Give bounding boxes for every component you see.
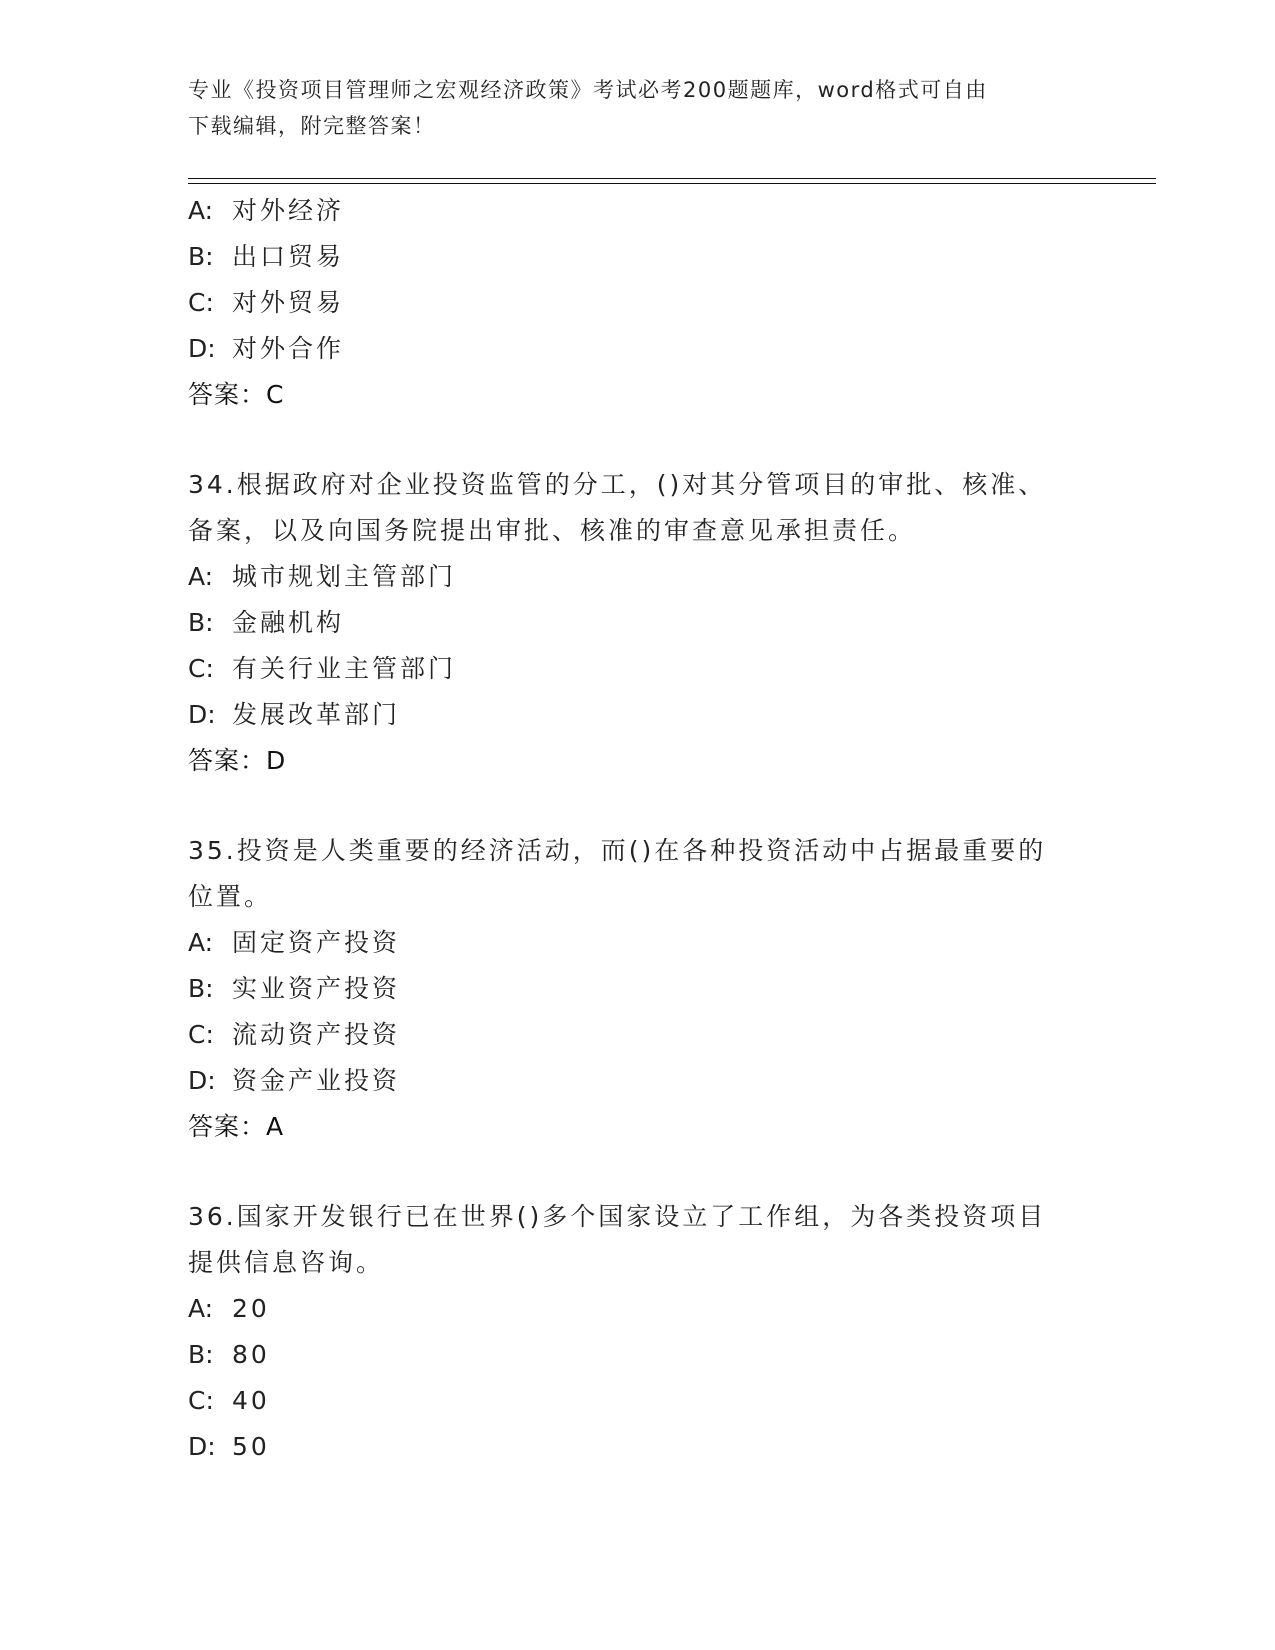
option-d <box>188 1058 1088 1104</box>
option-letter: C: <box>188 1386 214 1415</box>
option-b <box>188 1332 1088 1378</box>
option-letter: D: <box>188 334 216 363</box>
option-text: 流动资产投资 <box>232 1020 401 1049</box>
option-text: 发展改革部门 <box>232 700 401 729</box>
option-b <box>188 600 1088 646</box>
option-a <box>188 1286 1088 1332</box>
option-letter: D: <box>188 1066 216 1095</box>
stem-line-2: 备案，以及向国务院提出审批、核准的审查意见承担责任。 <box>188 516 917 545</box>
option-letter: A: <box>188 562 214 591</box>
header-divider-bottom <box>188 183 1156 184</box>
answer-line: 答案：D <box>188 746 287 775</box>
option-c <box>188 1012 1088 1058</box>
option-c <box>188 280 1088 326</box>
option-text: 固定资产投资 <box>232 928 401 957</box>
option-b <box>188 234 1088 280</box>
stem-line-2: 位置。 <box>188 882 273 911</box>
question-stem <box>188 1194 1088 1286</box>
answer-line: 答案：C <box>188 380 285 409</box>
question-stem <box>188 828 1088 920</box>
stem-line-1: 36.国家开发银行已在世界()多个国家设立了工作组，为各类投资项目 <box>188 1202 1047 1231</box>
option-letter: C: <box>188 654 214 683</box>
option-letter: A: <box>188 1294 214 1323</box>
option-letter: A: <box>188 928 214 957</box>
option-letter: D: <box>188 700 216 729</box>
option-text: 资金产业投资 <box>232 1066 401 1095</box>
question-36 <box>188 1194 1088 1470</box>
stem-line-1: 34.根据政府对企业投资监管的分工，()对其分管项目的审批、核准、 <box>188 470 1047 499</box>
option-letter: A: <box>188 196 214 225</box>
question-33-continuation <box>188 188 1088 418</box>
answer-line: 答案：A <box>188 1112 285 1141</box>
question-35 <box>188 828 1088 1150</box>
question-stem <box>188 462 1088 554</box>
option-a <box>188 920 1088 966</box>
option-text: 有关行业主管部门 <box>232 654 457 683</box>
option-text: 80 <box>232 1340 270 1369</box>
stem-line-1: 35.投资是人类重要的经济活动，而()在各种投资活动中占据最重要的 <box>188 836 1047 865</box>
option-text: 对外贸易 <box>232 288 345 317</box>
stem-line-2: 提供信息咨询。 <box>188 1248 385 1277</box>
option-text: 50 <box>232 1432 270 1461</box>
option-letter: B: <box>188 1340 214 1369</box>
option-d <box>188 1424 1088 1470</box>
question-list <box>188 188 1088 1470</box>
option-b <box>188 966 1088 1012</box>
option-text: 实业资产投资 <box>232 974 401 1003</box>
header-line-1: 专业《投资项目管理师之宏观经济政策》考试必考200题题库，word格式可自由 <box>188 78 988 102</box>
option-d <box>188 326 1088 372</box>
option-letter: B: <box>188 974 214 1003</box>
option-c <box>188 1378 1088 1424</box>
option-letter: D: <box>188 1432 216 1461</box>
option-letter: B: <box>188 242 214 271</box>
option-text: 20 <box>232 1294 270 1323</box>
option-text: 出口贸易 <box>232 242 345 271</box>
option-letter: C: <box>188 288 214 317</box>
option-a <box>188 188 1088 234</box>
option-text: 城市规划主管部门 <box>232 562 457 591</box>
option-letter: B: <box>188 608 214 637</box>
option-text: 金融机构 <box>232 608 345 637</box>
question-34 <box>188 462 1088 784</box>
option-c <box>188 646 1088 692</box>
option-text: 对外经济 <box>232 196 345 225</box>
option-d <box>188 692 1088 738</box>
option-text: 对外合作 <box>232 334 345 363</box>
option-letter: C: <box>188 1020 214 1049</box>
header-line-2: 下载编辑，附完整答案！ <box>188 114 436 138</box>
option-a <box>188 554 1088 600</box>
header-divider-top <box>188 178 1156 179</box>
document-header <box>188 72 1088 144</box>
option-text: 40 <box>232 1386 270 1415</box>
